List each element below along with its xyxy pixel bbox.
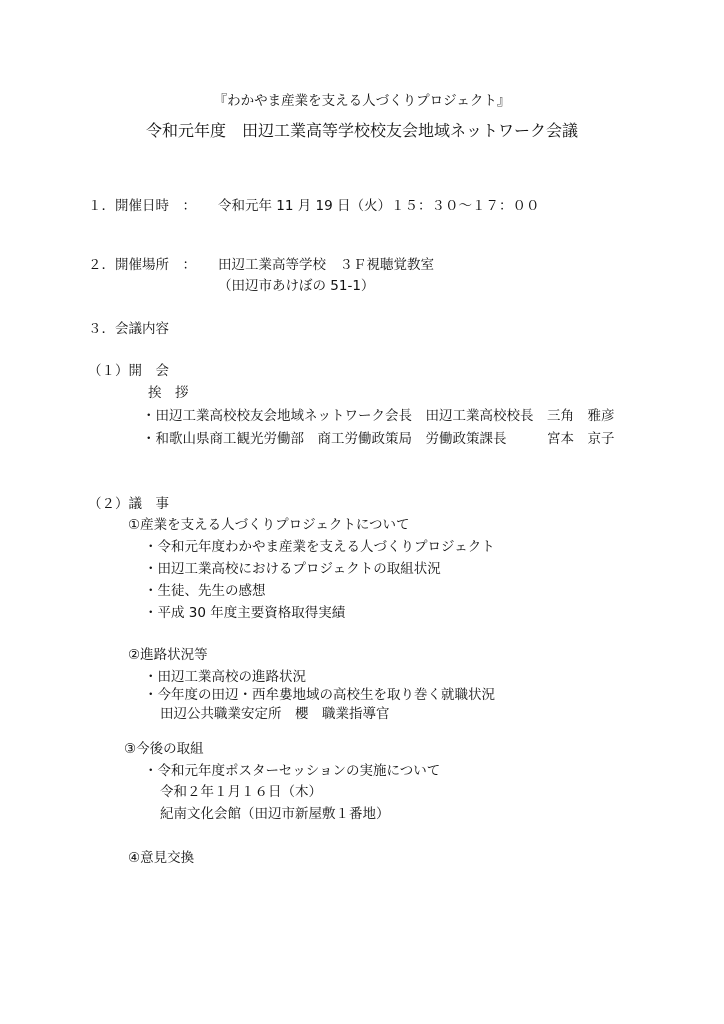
topic2-item-2: ・今年度の田辺・西牟婁地域の高校生を取り巻く就職状況 xyxy=(144,687,495,703)
topic1-item-1: ・令和元年度わかやま産業を支える人づくりプロジェクト xyxy=(144,539,495,555)
speaker-1: ・田辺工業高校校友会地域ネットワーク会長 田辺工業高校校長 三角 雅彦 xyxy=(142,408,615,424)
contents-label: ３．会議内容 xyxy=(88,321,169,337)
topic1-item-3: ・生徒、先生の感想 xyxy=(144,583,266,599)
venue-address: （田辺市あけぼの 51-1） xyxy=(218,278,375,294)
topic2-title: ②進路状況等 xyxy=(128,647,208,663)
topic2-item-1: ・田辺工業高校の進路状況 xyxy=(144,669,306,685)
venue-label: ２．開催場所 ： xyxy=(88,257,196,273)
meeting-title: 令和元年度 田辺工業高等学校校友会地域ネットワーク会議 xyxy=(145,121,578,140)
venue-value: 田辺工業高等学校 ３Ｆ視聴覚教室 xyxy=(218,257,434,273)
datetime-label: １．開催日時 ： xyxy=(88,198,196,214)
speaker-2: ・和歌山県商工観光労働部 商工労働政策局 労働政策課長 宮本 京子 xyxy=(142,431,615,447)
topic1-title: ①産業を支える人づくりプロジェクトについて xyxy=(128,517,410,533)
topic3-date: 令和２年１月１６日（木） xyxy=(160,784,322,800)
greeting-label: 挨 拶 xyxy=(148,385,189,401)
project-subtitle: 『わかやま産業を支える人づくりプロジェクト』 xyxy=(213,93,511,109)
datetime-value: 令和元年 11 月 19 日（火）１５：３０～１７：００ xyxy=(218,198,540,214)
topic2-presenter: 田辺公共職業安定所 櫻 職業指導官 xyxy=(160,706,390,722)
topic4-title: ④意見交換 xyxy=(128,850,195,866)
agenda-heading: （２）議 事 xyxy=(88,496,169,512)
opening-heading: （１）開 会 xyxy=(88,363,169,379)
topic3-item-1: ・令和元年度ポスターセッションの実施について xyxy=(144,763,441,779)
topic1-item-4: ・平成 30 年度主要資格取得実績 xyxy=(144,605,346,621)
topic3-title: ③今後の取組 xyxy=(124,741,204,757)
topic3-place: 紀南文化会館（田辺市新屋敷１番地） xyxy=(160,806,390,822)
topic1-item-2: ・田辺工業高校におけるプロジェクトの取組状況 xyxy=(144,561,441,577)
